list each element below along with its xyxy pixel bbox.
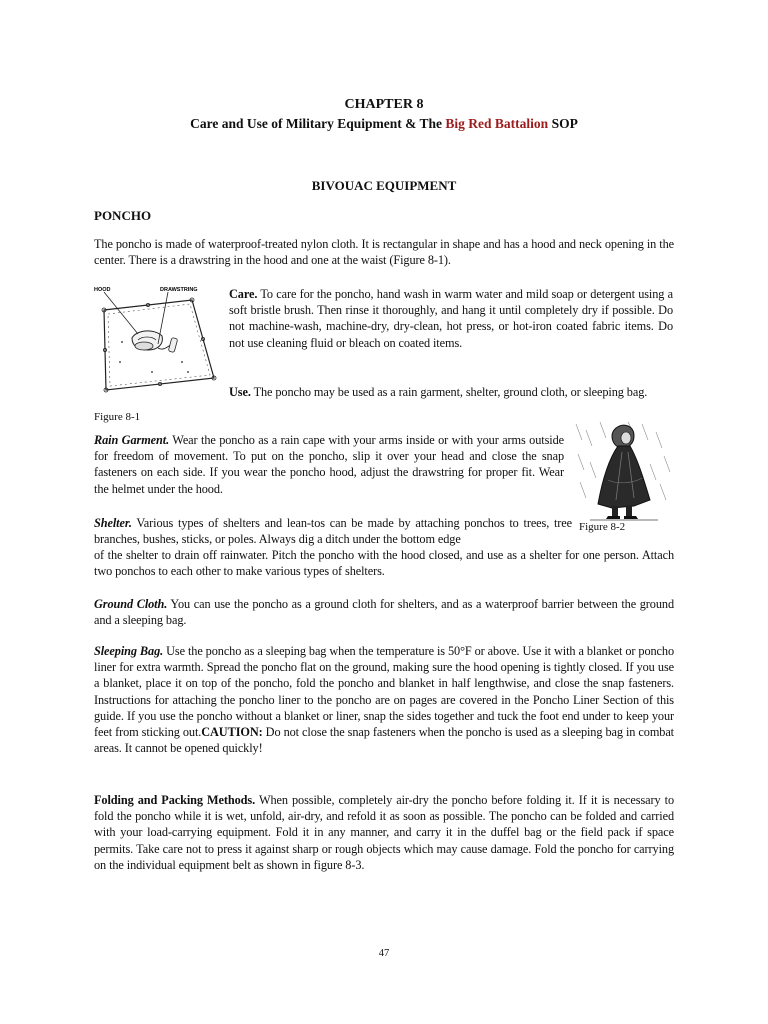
intro-text: The poncho is made of waterproof-treated nylon cloth. It is rectangular in shape and has a hood and neck opening in the center. There is a drawstring in the hood and one at the waist (Figure 8-1). xyxy=(94,237,674,268)
subtitle-highlight: Big Red Battalion xyxy=(445,116,549,131)
figure-8-2-caption: Figure 8-2 xyxy=(579,521,626,533)
caution-label: CAUTION: xyxy=(201,725,263,740)
figure-label-drawstring: DRAWSTRING xyxy=(160,287,198,293)
folding-text: When possible, completely air-dry the poncho before folding it. If it is necessary to fold the poncho while it is wet, unfold, air-dry, and refold it as soon as possible. The poncho can be folded and carried with your load-carrying equipment. Fold it in any manner, and carry it in the duffel bag or the field pack if space permits. Take care not to press it against sharp or rough objects which may cause damage. Fold the poncho for carrying on the individual equipment belt as shown in figure 8-3. xyxy=(94,793,674,872)
section-title: BIVOUAC EQUIPMENT xyxy=(311,178,457,193)
chapter-subtitle xyxy=(0,116,768,132)
figure-8-2 xyxy=(572,420,676,522)
figure-8-1 xyxy=(92,282,222,402)
chapter-title: CHAPTER 8 xyxy=(344,97,424,112)
rain-garment-paragraph xyxy=(94,432,564,497)
folding-paragraph xyxy=(94,792,674,873)
poncho-flat-illustration xyxy=(92,282,222,402)
care-paragraph xyxy=(229,286,673,351)
use-paragraph xyxy=(229,384,673,400)
ground-cloth-paragraph xyxy=(94,596,674,628)
shelter-text-1: Various types of shelters and lean-tos can be made by attaching ponchos to trees, tree branches, bushes, sticks, or poles. Always dig a ditch under the bottom edge xyxy=(94,516,572,547)
folding-label: Folding and Packing Methods. xyxy=(94,793,256,807)
figure-label-hood: HOOD xyxy=(94,287,111,293)
shelter-paragraph-bottom xyxy=(94,547,674,579)
subtitle-post: SOP xyxy=(548,116,578,131)
use-text: The poncho may be used as a rain garment, shelter, ground cloth, or sleeping bag. xyxy=(250,385,648,399)
intro-paragraph xyxy=(94,236,674,268)
figure-8-1-caption: Figure 8-1 xyxy=(94,411,141,423)
shelter-text-2: of the shelter to drain off rainwater. Pitch the poncho with the hood closed, and use as a shelter for one person. Attach two ponchos to each other to make various types of shelters. xyxy=(94,548,674,579)
sleeping-bag-label: Sleeping Bag. xyxy=(94,644,164,658)
shelter-label: Shelter. xyxy=(94,516,132,530)
rain-garment-label: Rain Garment. xyxy=(94,433,170,447)
sleeping-bag-paragraph xyxy=(94,643,674,756)
subsection-title: PONCHO xyxy=(94,208,152,223)
ground-cloth-label: Ground Cloth. xyxy=(94,597,168,611)
caution-text: Do not close the snap fasteners when the poncho is used as a sleeping bag in combat areas. It cannot be opened quickly! xyxy=(94,725,675,756)
subtitle-pre: Care and Use of Military Equipment & The xyxy=(190,116,446,131)
care-label: Care. xyxy=(229,287,258,301)
shelter-paragraph-top xyxy=(94,515,572,547)
care-text: To care for the poncho, hand wash in warm water and mild soap or detergent using a soft bristle brush. Then rinse it thoroughly, and hang it until completely dry if possible. Do not machine-wash, machine-dry, dry-clean, hot press, or hot-iron coated fabric items. Do not use cleaning fluid or bleach on coated items. xyxy=(229,287,673,350)
sleeping-bag-text: Use the poncho as a sleeping bag when the temperature is 50°F or above. Use it with a blanket or poncho liner for extra warmth. Spread the poncho flat on the ground, making sure the hood opening is tightly closed. If you use a blanket, place it on top of the poncho, fold the poncho and blanket in half lengthwise, and close the snap fasteners. Instructions for attaching the poncho liner to the poncho are on pages are covered in the Poncho Liner Section of this guide. If you use the poncho without a blanket or liner, snap the sides together and tuck the foot end under to keep your feet from sticking out. xyxy=(94,644,674,740)
soldier-rain-poncho-illustration xyxy=(572,420,676,522)
use-label: Use. xyxy=(229,385,251,399)
page-number: 47 xyxy=(378,948,390,959)
rain-garment-text: Wear the poncho as a rain cape with your arms inside or with your arms outside for freedom of movement. To put on the poncho, slip it over your head and close the snap fasteners on each side. If you wear the poncho hood, adjust the drawstring for proper fit. Wear the helmet under the hood. xyxy=(94,433,564,496)
ground-cloth-text: You can use the poncho as a ground cloth for shelters, and as a waterproof barrier between the ground and a sleeping bag. xyxy=(94,597,674,628)
